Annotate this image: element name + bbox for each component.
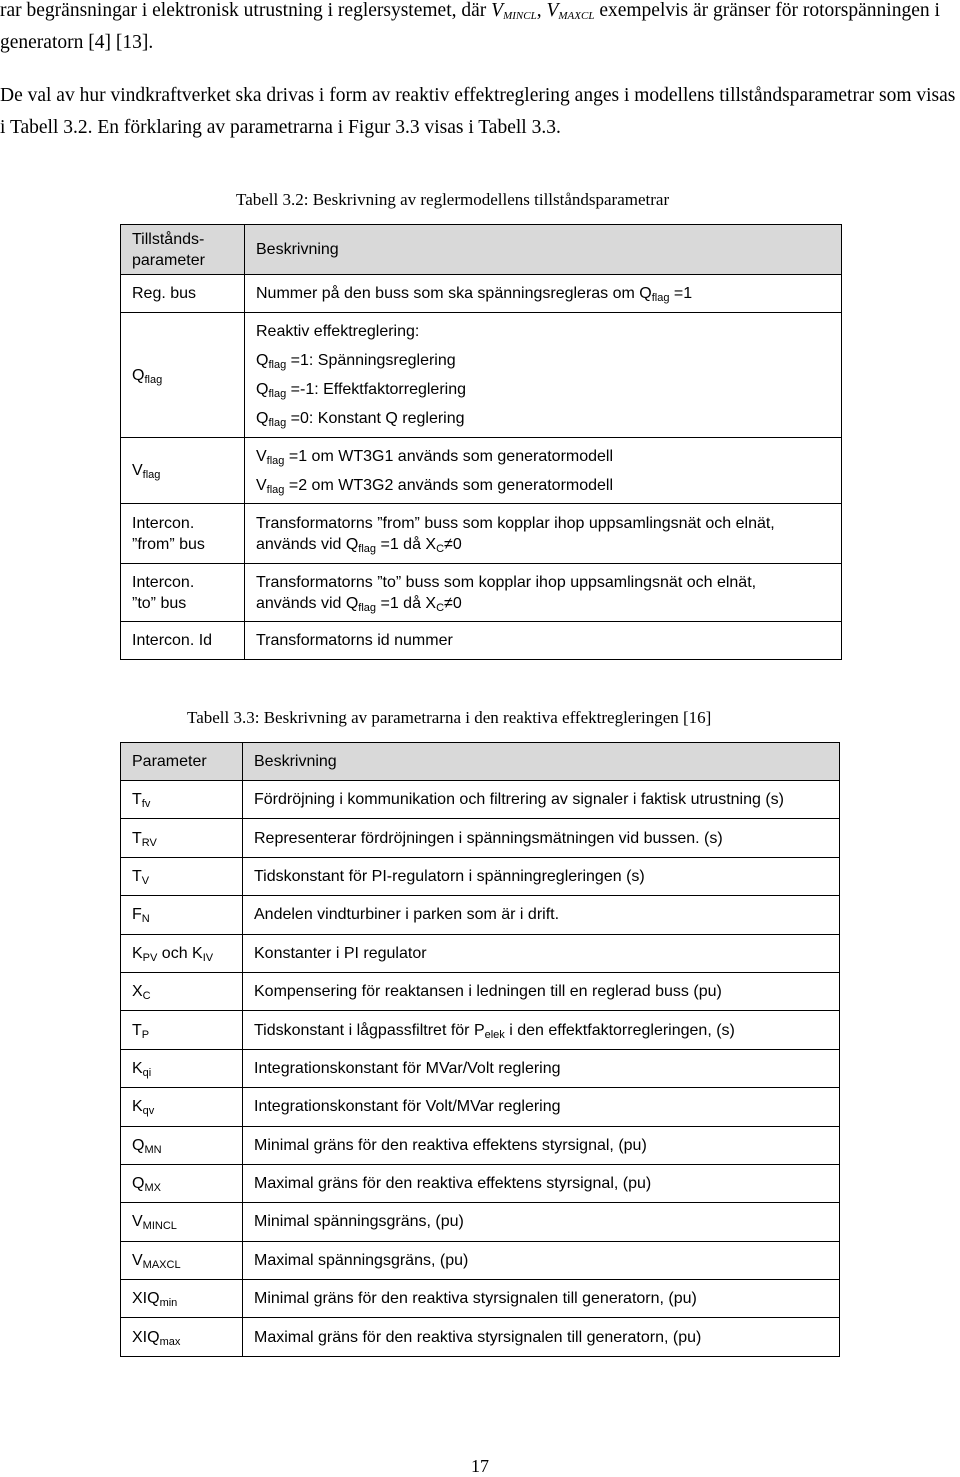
param-cell: $Q_{flag}$ — [121, 313, 245, 438]
param-cell: $T_{fv}$ — [121, 781, 243, 819]
table-row — [121, 504, 842, 564]
table-row — [121, 819, 840, 857]
description-cell: Tidskonstant för PI-regulatorn i spänningregleringen (s) — [243, 857, 840, 895]
table-row — [121, 1203, 840, 1241]
param-cell: Intercon. ”to” bus — [121, 564, 245, 622]
table-row — [121, 972, 840, 1010]
table-3-3-caption: Tabell 3.3: Beskrivning av parametrarna i den reaktiva effektregleringen [16] — [187, 708, 712, 727]
description-cell: Transformatorns id nummer — [245, 622, 842, 660]
param-cell: $X_C$ — [121, 972, 243, 1010]
table-row — [121, 313, 842, 438]
description-cell: Minimal spänningsgräns, (pu) — [243, 1203, 840, 1241]
param-cell: $Q_{MN}$ — [121, 1126, 243, 1164]
table-row — [121, 1049, 840, 1087]
param-cell: $Q_{MX}$ — [121, 1164, 243, 1202]
table-row — [121, 1088, 840, 1126]
table-row — [121, 1126, 840, 1164]
description-cell: Fördröjning i kommunikation och filtrering av signaler i faktisk utrustning (s) — [243, 781, 840, 819]
paragraph-2: De val av hur vindkraftverket ska drivas i form av reaktiv effektreglering anges i modellens tillståndsparametrar som visas i Tabell 3.2. En förklaring av parametrarna i Figur 3.3 visas i Tabell 3.3. — [0, 85, 956, 138]
table-row — [121, 438, 842, 504]
description-cell: Integrationskonstant för Volt/MVar reglering — [243, 1088, 840, 1126]
header-parameter: Parameter — [121, 743, 243, 781]
description-cell: Minimal gräns för den reaktiva effektens styrsignal, (pu) — [243, 1126, 840, 1164]
param-cell: $V_{flag}$ — [121, 438, 245, 504]
table-row — [121, 1318, 840, 1356]
table-row — [121, 1241, 840, 1279]
page-number: 17 — [471, 1456, 489, 1476]
description-cell: Maximal gräns för den reaktiva effektens styrsignal, (pu) — [243, 1164, 840, 1202]
table-row — [121, 275, 842, 313]
param-cell: Intercon. Id — [121, 622, 245, 660]
table-row — [121, 934, 840, 972]
table-3-2-caption: Tabell 3.2: Beskrivning av reglermodellens tillståndsparametrar — [236, 190, 670, 209]
table-row — [121, 781, 840, 819]
param-cell: $T_{RV}$ — [121, 819, 243, 857]
param-cell: $K_{qv}$ — [121, 1088, 243, 1126]
table-header-row — [121, 743, 840, 781]
header-description: Beskrivning — [243, 743, 840, 781]
header-parameter: Tillstånds- parameter — [121, 225, 245, 275]
param-cell: $XIQ_{min}$ — [121, 1280, 243, 1318]
description-cell: Andelen vindturbiner i parken som är i drift. — [243, 896, 840, 934]
table-3-2 — [120, 224, 842, 660]
table-row — [121, 1164, 840, 1202]
description-cell: Reaktiv effektreglering: $Q_{flag} =1$: Spänningsreglering $Q_{flag} =-1$: Effektfaktorreglering $Q_{flag} =0$: Konstant Q reglering — [245, 313, 842, 438]
description-cell: Maximal spänningsgräns, (pu) — [243, 1241, 840, 1279]
description-cell: Tidskonstant i lågpassfiltret för $P_{elek}$ i den effektfaktorregleringen, (s) — [243, 1011, 840, 1049]
param-cell: $XIQ_{max}$ — [121, 1318, 243, 1356]
description-cell: Representerar fördröjningen i spänningsmätningen vid bussen. (s) — [243, 819, 840, 857]
description-cell: Integrationskonstant för MVar/Volt reglering — [243, 1049, 840, 1087]
description-cell: $V_{flag} =1$ om WT3G1 används som generatormodell $V_{flag} =2$ om WT3G2 används som generatormodell — [245, 438, 842, 504]
param-cell: $T_P$ — [121, 1011, 243, 1049]
table-header-row — [121, 225, 842, 275]
description-cell: Minimal gräns för den reaktiva styrsignalen till generatorn, (pu) — [243, 1280, 840, 1318]
description-cell: Konstanter i PI regulator — [243, 934, 840, 972]
paragraph-1: rar begränsningar i elektronisk utrustning i reglersystemet, där $V_{MINCL}$, $V_{MAXCL}$ exempelvis är gränser för rotorspänningen i generatorn [4] [13]. — [0, 0, 940, 53]
table-row — [121, 857, 840, 895]
table-3-3 — [120, 742, 840, 1357]
param-cell: Intercon. ”from” bus — [121, 504, 245, 564]
param-cell: $K_{qi}$ — [121, 1049, 243, 1087]
param-cell: Reg. bus — [121, 275, 245, 313]
param-cell: $V_{MAXCL}$ — [121, 1241, 243, 1279]
description-cell: Transformatorns ”from” buss som kopplar ihop uppsamlingsnät och elnät, används vid $Q_{flag} =1$ då $X_C\ne 0$ — [245, 504, 842, 564]
param-cell: $K_{PV}$ och $K_{IV}$ — [121, 934, 243, 972]
param-cell: $V_{MINCL}$ — [121, 1203, 243, 1241]
table-row — [121, 896, 840, 934]
table-row — [121, 564, 842, 622]
description-cell: Maximal gräns för den reaktiva styrsignalen till generatorn, (pu) — [243, 1318, 840, 1356]
description-cell: Transformatorns ”to” buss som kopplar ihop uppsamlingsnät och elnät, används vid $Q_{flag} =1$ då $X_C\ne 0$ — [245, 564, 842, 622]
table-row — [121, 1280, 840, 1318]
table-row — [121, 622, 842, 660]
param-cell: $F_N$ — [121, 896, 243, 934]
header-description: Beskrivning — [245, 225, 842, 275]
param-cell: $T_V$ — [121, 857, 243, 895]
description-cell: Nummer på den buss som ska spänningsregleras om $Q_{flag} =1$ — [245, 275, 842, 313]
description-cell: Kompensering för reaktansen i ledningen till en reglerad buss (pu) — [243, 972, 840, 1010]
table-row — [121, 1011, 840, 1049]
